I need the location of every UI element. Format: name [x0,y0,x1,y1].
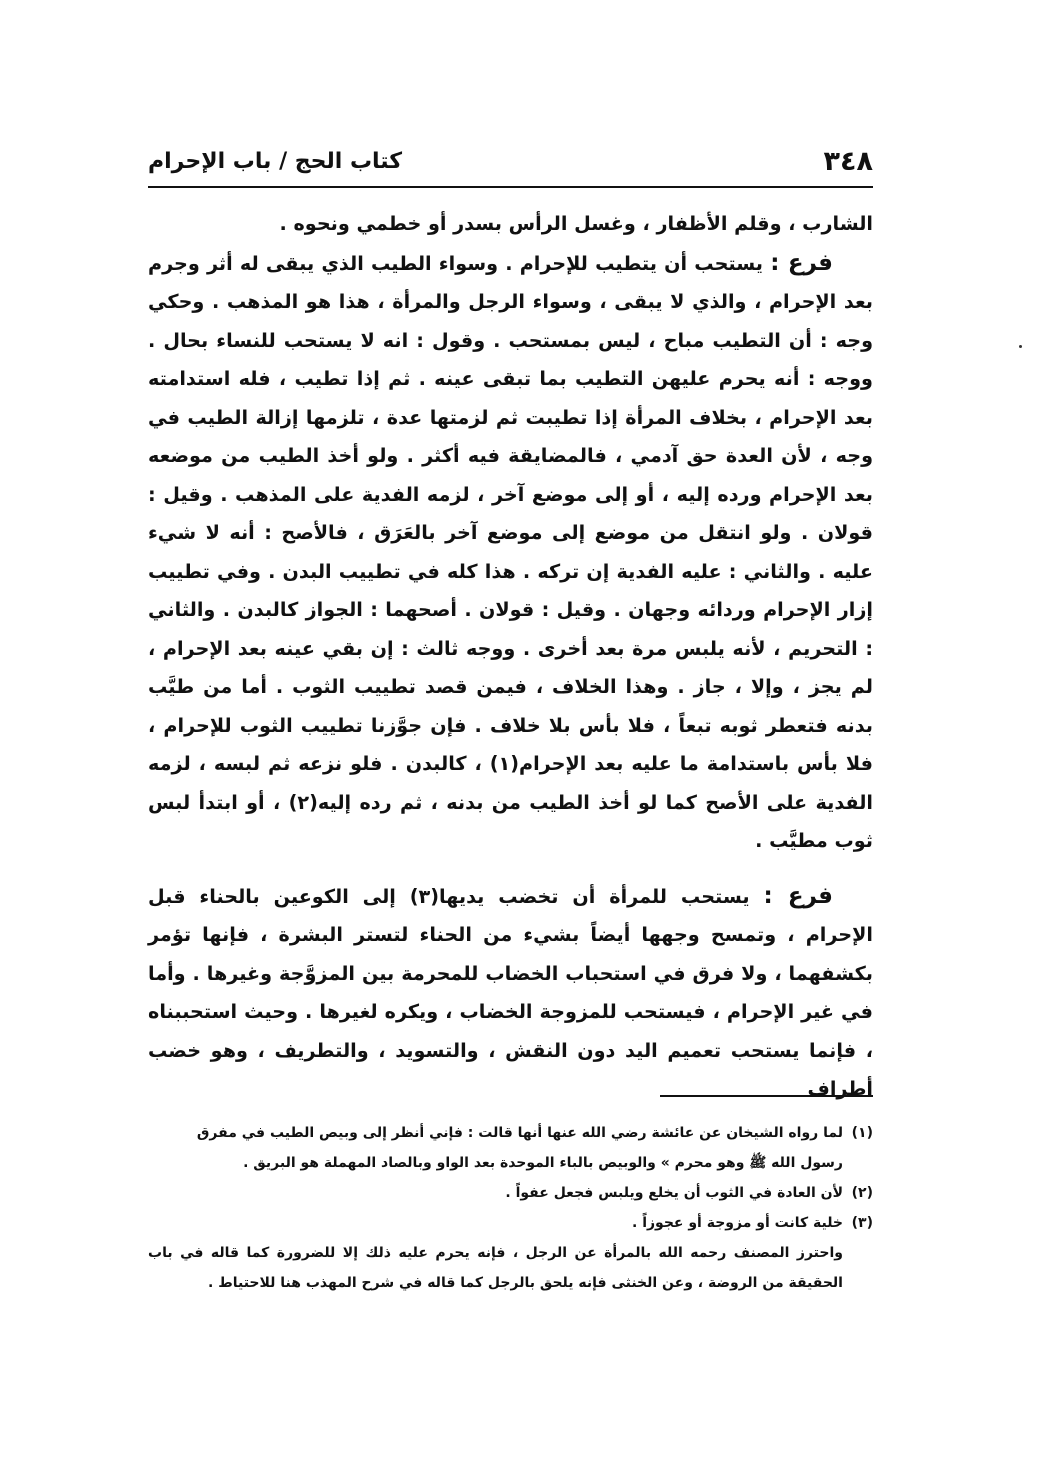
footnote-1-continuation [148,1148,873,1178]
paragraph-3-text: يستحب للمرأة أن تخضب يديها(٣) إلى الكوعين بالحناء قبل الإحرام ، وتمسح وجهها أيضاً بشيء من الحناء لتستر البشرة ، فإنها تؤمر بكشفهما ، ولا فرق في استحباب الخضاب للمحرمة بين المزوَّجة وغيرها . وأما في غير الإحرام ، فيستحب للمزوجة الخضاب ، ويكره لغيرها . وحيث استحببناه ، فإنما يستحب تعميم اليد دون النقش ، والتسويد ، والتطريف ، وهو خضب أطراف [148,884,873,1100]
paragraph-3 [148,877,873,1109]
section-lead-far: فرع : [763,882,833,909]
footnote-number: (٣) [851,1215,873,1231]
footnote-text: لأن العادة في الثوب أن يخلع ويلبس فجعل عفواً . [505,1185,843,1201]
main-text [148,205,873,1109]
footnotes [148,1118,873,1298]
footnote-text: خلية كانت أو مزوجة أو عجوزاً . [632,1215,843,1231]
footnote-text: لما رواه الشيخان عن عائشة رضي الله عنها أنها قالت : فإني أنظر إلى وبيص الطيب في مفرق [196,1125,843,1141]
footnote-number: (١) [851,1125,873,1141]
footnote-3-continuation [148,1238,873,1298]
paragraph-1 [148,205,873,244]
paragraph-2-text: يستحب أن يتطيب للإحرام . وسواء الطيب الذي يبقى له أثر وجرم بعد الإحرام ، والذي لا يبقى ، وسواء الرجل والمرأة ، هذا هو المذهب . وحكي وجه : أن التطيب مباح ، ليس بمستحب . وقول : انه لا يستحب للنساء بحال . ووجه : أنه يحرم عليهن التطيب بما تبقى عينه . ثم إذا تطيب ، فله استدامته بعد الإحرام ، بخلاف المرأة إذا تطيبت ثم لزمتها عدة ، تلزمها إزالة الطيب في وجه ، لأن العدة حق آدمي ، فالمضايقة فيه أكثر . ولو أخذ الطيب من موضعه بعد الإحرام ورده إليه ، أو إلى موضع آخر ، لزمه الفدية على المذهب . وقيل : قولان . ولو انتقل من موضع إلى موضع آخر بالعَرَق ، فالأصح : أنه لا شيء عليه . والثاني : عليه الفدية إن تركه . هذا كله في تطييب البدن . وفي تطييب إزار الإحرام وردائه وجهان . وقيل : قولان . أصحهما : الجواز كالبدن . والثاني : التحريم ، لأنه يلبس مرة بعد أخرى . ووجه ثالث : إن بقي عينه بعد الإحرام ، لم يجز ، وإلا ، جاز . وهذا الخلاف ، فيمن قصد تطييب الثوب . أما من طيَّب بدنه فتعطر ثوبه تبعاً ، فلا بأس بلا خلاف . فإن جوَّزنا تطييب الثوب للإحرام ، فلا بأس باستدامة ما عليه بعد الإحرام(١) ، كالبدن . فلو نزعه ثم لبسه ، لزمه الفدية على الأصح كما لو أخذ الطيب من بدنه ، ثم رده إليه(٢) ، أو ابتدأ لبس ثوب مطيَّب . [148,251,873,852]
footnote-3 [148,1208,873,1238]
page-number: ٣٤٨ [823,145,873,177]
footnote-number: (٢) [851,1185,873,1201]
running-title: كتاب الحج / باب الإحرام [148,148,403,174]
footnote-text: واحترز المصنف رحمه الله بالمرأة عن الرجل ، فإنه يحرم عليه ذلك إلا للضرورة كما قاله في باب الحقيقة من الروضة ، وعن الخنثى فإنه يلحق بالرجل كما قاله في شرح المهذب هنا للاحتياط . [148,1245,843,1291]
paragraph-2 [148,244,873,861]
footnote-separator [660,1095,873,1097]
footnote-2 [148,1178,873,1208]
header-rule [148,186,873,188]
footnote-1 [148,1118,873,1148]
section-lead-far: فرع : [770,249,833,276]
scan-speck [1019,345,1022,348]
footnote-text: رسول الله ﷺ وهو محرم » والوبيص بالباء الموحدة بعد الواو وبالصاد المهملة هو البريق . [243,1155,843,1171]
page-header [148,140,873,182]
paragraph-1-text: الشارب ، وقلم الأظفار ، وغسل الرأس بسدر أو خطمي ونحوه . [279,212,873,235]
